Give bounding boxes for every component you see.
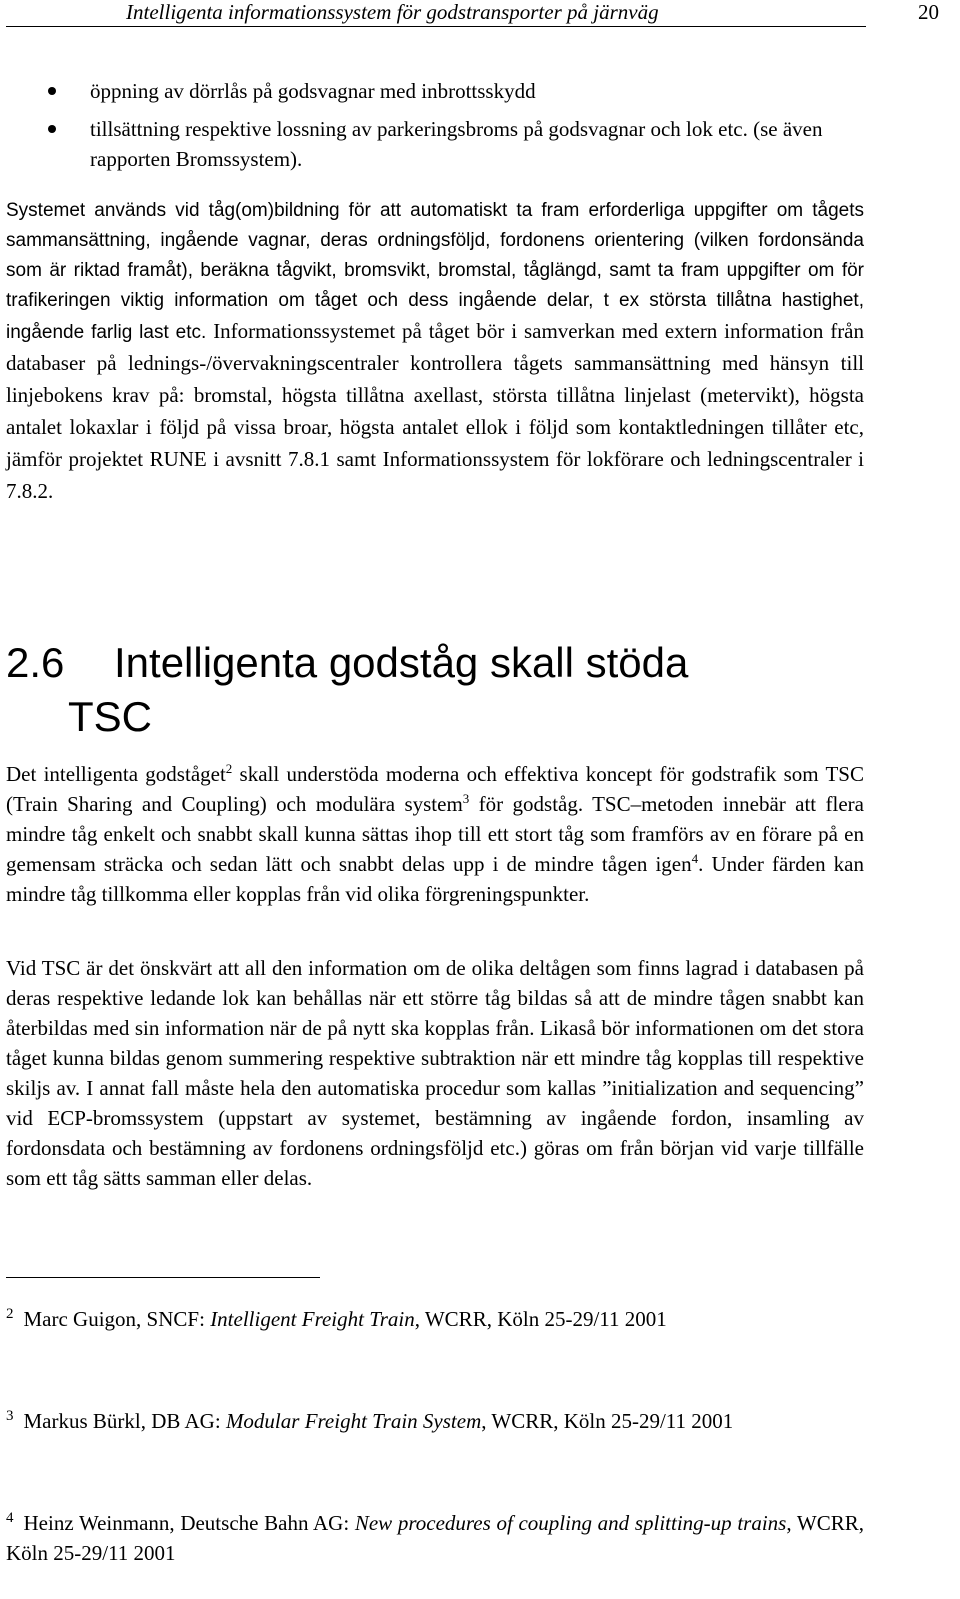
footnote-text: Heinz Weinmann, Deutsche Bahn AG: bbox=[23, 1511, 355, 1535]
paragraph-tag-building bbox=[6, 196, 864, 508]
paragraph-text: skall understöda moderna och effektiva koncept för godstrafik som TSC (Train Sharing and Coupling) och modulära system bbox=[6, 762, 864, 816]
footnote-mark: 2 bbox=[6, 1306, 14, 1322]
footnote-title: Modular Freight Train System bbox=[225, 1409, 482, 1433]
list-item bbox=[6, 76, 866, 106]
paragraph-text: . Under färden kan mindre tåg tillkomma eller kopplas från vid olika förgreningspunkter. bbox=[6, 852, 864, 906]
paragraph-tsc-database: Vid TSC är det önskvärt att all den information om de olika deltågen som finns lagrad i databasen på deras respektive ledande lok kan behållas när ett större tåg bildas så att de mindre tågen snabbt kan återbildas med sin information när de på nytt ska kopplas från. Likaså bör informationen om det stora tåget kunna bildas genom summering respektive subtraktion när ett mindre tåg kopplas till respektive skiljs av. I annat fall måste hela den automatiska procedur som kallas ”initialization and sequencing” vid ECP-bromssystem (uppstart av systemet, bestämning av ingående fordon, insamling av fordonsdata och bestämning av fordonens ordningsföljd etc.) göras om från början vid varje tillfälle som ett tåg sätts samman eller delas. bbox=[6, 956, 864, 1190]
footnote-ref[interactable]: 3 bbox=[462, 791, 470, 806]
list-item bbox=[6, 114, 866, 174]
footnote-title: New procedures of coupling and splitting-up trains bbox=[354, 1511, 787, 1535]
page-number: 20 bbox=[918, 0, 939, 24]
bullet-icon bbox=[48, 87, 56, 95]
footnote-ref[interactable]: 4 bbox=[691, 851, 699, 866]
list-item-text: tillsättning respektive lossning av parkeringsbroms på godsvagnar och lok etc. (se även rapporten Bromssystem). bbox=[90, 117, 823, 171]
running-title: Intelligenta informationssystem för godstransporter på järnväg bbox=[126, 0, 659, 24]
paragraph-tsc-intro bbox=[6, 759, 864, 909]
footnote-text: , WCRR, Köln 25-29/11 2001 bbox=[414, 1307, 667, 1331]
section-heading bbox=[6, 636, 866, 744]
section-title-line1: Intelligenta godståg skall stöda bbox=[114, 639, 689, 686]
list-item-text: öppning av dörrlås på godsvagnar med inbrottsskydd bbox=[90, 79, 536, 103]
footnote-text: , WCRR, Köln 25-29/11 2001 bbox=[481, 1409, 734, 1433]
bullet-icon bbox=[48, 125, 56, 133]
paragraph-text: Det intelligenta godståget bbox=[6, 762, 226, 786]
footnote-text: Marc Guigon, SNCF: bbox=[23, 1307, 211, 1331]
footnote bbox=[6, 1508, 864, 1568]
section-number: 2.6 bbox=[6, 639, 65, 686]
paragraph-serif-text: Informationssystemet på tåget bör i samverkan med extern information från databaser på lednings-/övervakningscentraler kontrollera tågets sammansättning med hänsyn till linjebokens krav på: bromstal, högsta tillåtna axellast, största tillåtna linjelast (metervikt), högsta antalet lokaxlar i följd på vissa broar, högsta antalet ellok i följd som kontaktledningen tillåter etc, jämför projektet RUNE i avsnitt 7.8.1 samt Informationssystem för lokförare och ledningscentraler i 7.8.2. bbox=[6, 319, 865, 503]
footnote-title: Intelligent Freight Train bbox=[210, 1307, 415, 1331]
page-header bbox=[6, 0, 939, 27]
footnote-text: , WCRR, Köln 25-29/11 2001 bbox=[6, 1511, 865, 1565]
footnote bbox=[6, 1304, 864, 1334]
bullet-list bbox=[6, 76, 866, 182]
footnote-divider bbox=[6, 1277, 320, 1278]
footnote-ref[interactable]: 2 bbox=[225, 761, 233, 776]
paragraph-sans-text: Systemet används vid tåg(om)bildning för att automatiskt ta fram erforderliga uppgifter om tågets sammansättning, ingående vagnar, deras ordningsföljd, fordonens orientering (vilken fordonsända som är riktad framåt), beräkna tågvikt, bromsvikt, bromstal, tåglängd, samt ta fram uppgifter om för trafikeringen viktig information om tåget och dess ingående delar, t ex största tillåtna hastighet, ingående farlig last etc. bbox=[6, 200, 864, 343]
section-title-line2: TSC bbox=[68, 693, 152, 740]
footnote bbox=[6, 1406, 864, 1436]
footnote-mark: 3 bbox=[6, 1408, 14, 1424]
footnote-mark: 4 bbox=[6, 1510, 14, 1526]
footnote-text: Markus Bürkl, DB AG: bbox=[23, 1409, 226, 1433]
paragraph-text: för godståg. TSC–metoden innebär att flera mindre tåg enkelt och snabbt skall kunna sättas ihop till ett stort tåg som framförs av en förare på en gemensam sträcka och sedan lätt och snabbt delas upp i de mindre tågen igen bbox=[6, 792, 864, 876]
